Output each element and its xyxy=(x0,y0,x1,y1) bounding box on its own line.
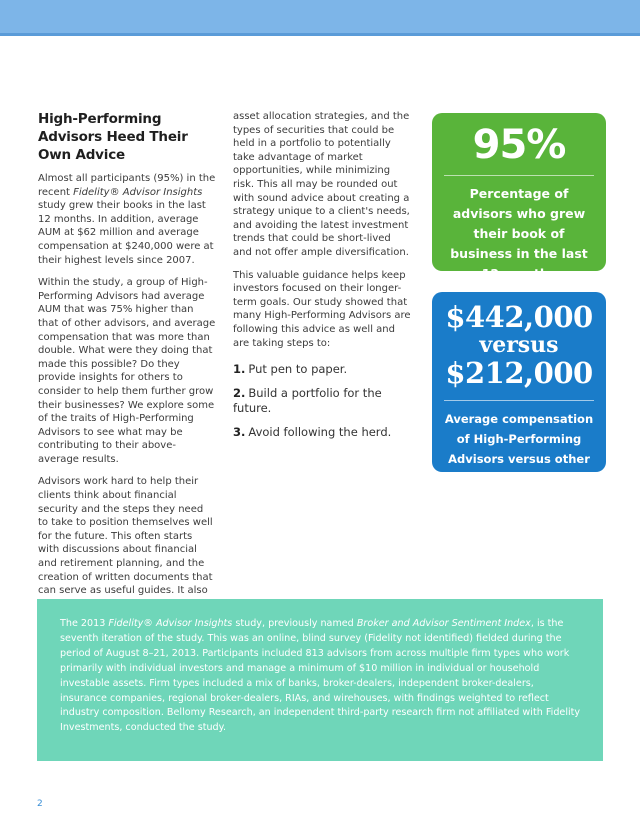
methodology-box xyxy=(37,599,603,761)
steps-list xyxy=(233,362,411,440)
step-number: 2. xyxy=(233,386,246,401)
methodology-previous-name: Broker and Advisor Sentiment Index xyxy=(356,618,531,629)
article-paragraph-3: Advisors work hard to help their clients think about financial security and the steps they need to take to position themselves well for the future. This often starts with discussions about financial and retirement planning, and the creation of written documents that can serve as useful guides. It also xyxy=(38,476,213,597)
stat-growth-caption: Percentage of advisors who grew their book of business in the last 12 months xyxy=(450,186,588,281)
article-column-middle xyxy=(233,110,411,449)
step-text: Put pen to paper. xyxy=(248,362,348,377)
step-item xyxy=(233,425,411,440)
stat-callout-compensation xyxy=(432,292,606,486)
article-paragraph-4: asset allocation strategies, and the types of securities that could be held in a portfolio to potentially take advantage of market opportunities, while minimizing risk. This all may be rounded out with sound advice about creating a strategy unique to a client's needs, and avoiding the latest investment trends that could be short-lived and not offer ample diversification. xyxy=(233,111,410,258)
stat-comp-caption: Average compensation of High-Performing Advisors versus other advisors xyxy=(444,412,594,486)
step-number: 1. xyxy=(233,362,246,377)
para1-text-a: Almost all participants (95%) in the recent xyxy=(38,173,216,198)
stat-comp-low-value: $212,000 xyxy=(445,356,593,390)
methodology-study-name: Fidelity® Advisor Insights xyxy=(108,618,233,629)
article-heading: High-Performing Advisors Heed Their Own Advice xyxy=(38,111,188,163)
header-band xyxy=(0,0,640,36)
stat-growth-value: 95% xyxy=(472,122,566,168)
para1-study-name: Fidelity® Advisor Insights xyxy=(73,186,203,198)
step-number: 3. xyxy=(233,425,246,440)
methodology-text xyxy=(60,617,581,736)
article-column-left xyxy=(38,110,216,634)
stat-callout-growth xyxy=(432,113,606,281)
article-paragraph-2: Within the study, a group of High-Performing Advisors had average AUM that was 75% higher than that of other advisors, and average compensation that was more than double. What were they doing that made this possible? Do they provide insights for others to consider to help them further grow their businesses? We explore some of the traits of High-Performing Advisors to see what may be contributing to their above-average results. xyxy=(38,277,216,465)
methodology-text-b: study, previously named xyxy=(232,618,357,629)
stat-comp-high-value: $442,000 xyxy=(445,300,593,334)
methodology-text-c: , is the seventh iteration of the study. This was an online, blind survey (Fidelity not identified) fielded during the period of August 8–21, 2013. Participants included 813 advisors from across multiple firm types who work primarily with individual investors and manage a minimum of $10 million in individual or household investable assets. Firm types included a mix of banks, broker-dealers, independent broker-dealers, insurance companies, regional broker-dealers, RIAs, and wirehouses, with findings weighted to reflect industry composition. Bellomy Research, an independent third-party research firm not affiliated with Fidelity Investments, conducted the study. xyxy=(60,618,581,734)
step-item xyxy=(233,386,411,416)
article-paragraph-1 xyxy=(38,172,216,267)
methodology-text-a: The 2013 xyxy=(60,618,109,629)
header-band-line xyxy=(0,33,640,36)
step-text: Avoid following the herd. xyxy=(248,425,392,440)
article-paragraph-5: This valuable guidance helps keep investors focused on their longer-term goals. Our study showed that many High-Performing Advisors are following this advice as well and are taking steps to: xyxy=(233,269,411,349)
stat-comp-versus: versus xyxy=(479,332,559,358)
stat-growth-divider xyxy=(444,175,594,176)
stat-comp-divider xyxy=(444,400,594,401)
step-text: Build a portfolio for the future. xyxy=(233,386,382,416)
para1-text-b: study grew their books in the last 12 months. In addition, average AUM at $62 million and average compensation at $240,000 were at their highest levels since 2007. xyxy=(38,200,214,266)
step-item xyxy=(233,362,411,377)
page-number: 2 xyxy=(37,799,43,809)
